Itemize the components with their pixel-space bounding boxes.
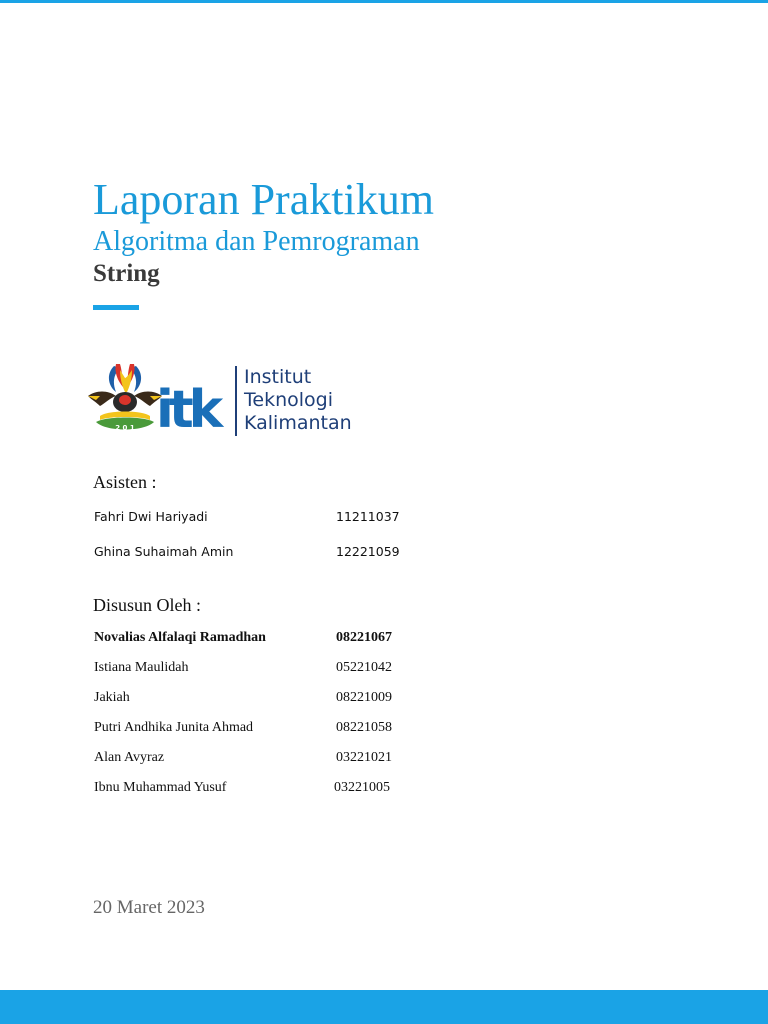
asisten-nim: 12221059 [336, 544, 400, 559]
itk-wordmark: itk [156, 380, 219, 440]
asisten-heading: Asisten : [93, 472, 157, 492]
penyusun-name: Ibnu Muhammad Yusuf [94, 780, 227, 795]
penyusun-nim: 03221005 [334, 780, 390, 795]
top-rule [0, 0, 768, 3]
institution-line-3: Kalimantan [244, 412, 352, 434]
institution-line-2: Teknologi [244, 389, 333, 411]
bottom-band [0, 990, 768, 1024]
asisten-name: Ghina Suhaimah Amin [94, 544, 234, 559]
course-subtitle: Algoritma dan Pemrograman [93, 226, 420, 257]
svg-text:2 0 1: 2 0 1 [115, 424, 135, 432]
report-title: Laporan Praktikum [93, 175, 434, 224]
penyusun-name: Novalias Alfalaqi Ramadhan [94, 630, 266, 645]
itk-emblem-icon [88, 364, 162, 432]
penyusun-name: Alan Avyraz [94, 750, 165, 765]
penyusun-nim: 03221021 [336, 750, 392, 765]
penyusun-nim: 08221009 [336, 690, 392, 705]
penyusun-name: Istiana Maulidah [94, 660, 189, 675]
penyusun-nim: 08221058 [336, 720, 392, 735]
penyusun-heading: Disusun Oleh : [93, 595, 201, 615]
penyusun-nim: 08221067 [336, 630, 392, 645]
penyusun-nim: 05221042 [336, 660, 392, 675]
asisten-nim: 11211037 [336, 509, 400, 524]
accent-bar [93, 305, 139, 310]
institution-name [244, 366, 352, 435]
institution-line-1: Institut [244, 366, 312, 388]
report-date: 20 Maret 2023 [93, 897, 205, 918]
penyusun-name: Putri Andhika Junita Ahmad [94, 720, 254, 735]
asisten-name: Fahri Dwi Hariyadi [94, 509, 208, 524]
penyusun-name: Jakiah [94, 690, 130, 705]
topic-heading: String [93, 260, 160, 287]
